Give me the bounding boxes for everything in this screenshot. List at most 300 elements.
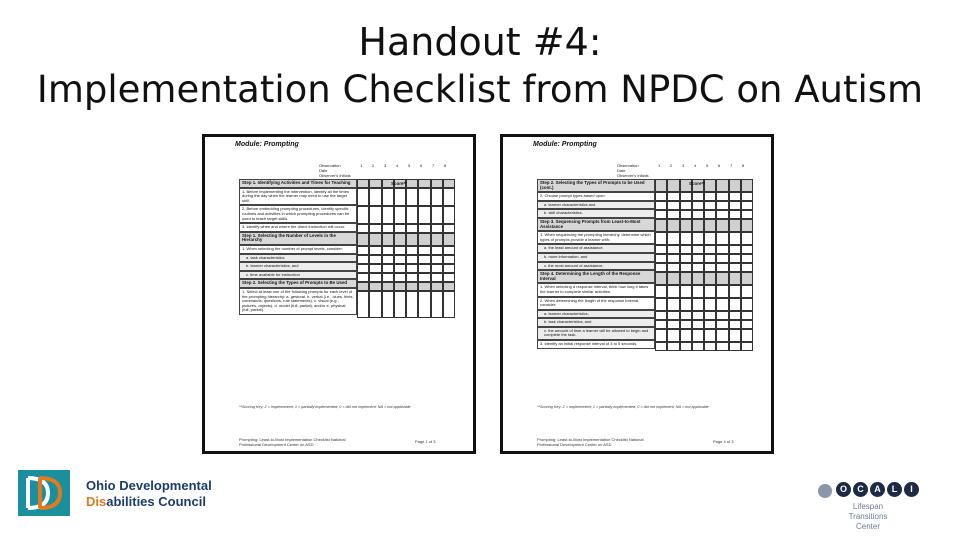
score-row [655,272,753,285]
score-cell[interactable] [667,342,679,351]
score-cell[interactable] [680,342,692,351]
score-cell[interactable] [667,298,679,311]
score-grid [357,179,455,318]
score-cell[interactable] [729,179,741,192]
column-number: 5 [408,163,411,168]
score-cell[interactable] [357,246,369,255]
score-row [655,311,753,320]
module-title: Module: Prompting [235,141,299,148]
score-cell[interactable] [443,273,455,282]
slide-title-line2: Implementation Checklist from NPDC on Autism [36,68,924,111]
score-cell[interactable] [406,273,418,282]
score-cell[interactable] [357,206,369,224]
score-row [357,206,455,224]
checklist-item: b. learner characteristics, and [239,262,357,271]
score-cell[interactable] [655,272,667,285]
score-cell[interactable] [406,188,418,206]
score-cell[interactable] [443,255,455,264]
checklist-item: a. the least amount of assistance, [537,244,655,253]
score-row [357,291,455,318]
score-cell[interactable] [369,206,381,224]
column-number: 3 [682,163,685,168]
score-cell[interactable] [729,263,741,272]
score-cell[interactable] [704,245,716,254]
score-cell[interactable] [680,245,692,254]
score-cell[interactable] [729,219,741,232]
score-cell[interactable] [431,246,443,255]
step-heading: Step 1. Selecting the Number of Levels in the Hierarchy [239,232,357,245]
score-cell[interactable] [357,179,369,188]
score-cell[interactable] [443,291,455,318]
column-number: 7 [730,163,733,168]
score-cell[interactable] [729,210,741,219]
score-cell[interactable] [716,342,728,351]
score-cell[interactable] [704,192,716,201]
score-row [655,329,753,342]
column-number: 6 [420,163,423,168]
score-cell[interactable] [716,311,728,320]
score-cell[interactable] [382,224,394,233]
score-cell[interactable] [382,273,394,282]
score-cell[interactable] [357,188,369,206]
score-cell[interactable] [729,232,741,245]
score-label: Score** [689,181,706,186]
score-cell[interactable] [394,255,406,264]
score-cell[interactable] [418,255,430,264]
score-cell[interactable] [443,224,455,233]
score-cell[interactable] [704,311,716,320]
score-cell[interactable] [704,254,716,263]
score-grid [655,179,753,351]
score-cell[interactable] [716,329,728,342]
score-cell[interactable] [431,179,443,188]
score-cell[interactable] [741,219,753,232]
score-cell[interactable] [382,188,394,206]
score-cell[interactable] [667,272,679,285]
score-cell[interactable] [667,245,679,254]
checklist-item: 1. When selecting the number of prompt levels, consider: [239,245,357,254]
score-cell[interactable] [406,246,418,255]
score-cell[interactable] [382,264,394,273]
checklist-table [537,179,655,349]
score-cell[interactable] [729,342,741,351]
score-cell[interactable] [692,342,704,351]
checklist-item: b. skill characteristics. [537,209,655,218]
score-cell[interactable] [667,329,679,342]
score-cell[interactable] [655,320,667,329]
score-cell[interactable] [741,285,753,298]
score-cell[interactable] [655,285,667,298]
score-cell[interactable] [692,232,704,245]
score-cell[interactable] [357,282,369,291]
score-cell[interactable] [680,192,692,201]
score-cell[interactable] [667,320,679,329]
score-row [655,254,753,263]
score-cell[interactable] [692,263,704,272]
score-cell[interactable] [704,329,716,342]
score-row [357,188,455,206]
score-cell[interactable] [680,201,692,210]
score-cell[interactable] [655,329,667,342]
score-cell[interactable] [704,320,716,329]
scoring-key-footnote: **Scoring Key: 2 = implemented; 1 = partially implemented; 0 = did not implement; NA = not applicable [537,405,709,409]
score-cell[interactable] [716,179,728,192]
score-cell[interactable] [704,219,716,232]
score-cell[interactable] [680,298,692,311]
score-row [357,233,455,246]
column-number: 5 [706,163,709,168]
score-cell[interactable] [382,233,394,246]
score-cell[interactable] [716,201,728,210]
score-cell[interactable] [741,192,753,201]
score-cell[interactable] [418,291,430,318]
score-cell[interactable] [716,245,728,254]
score-cell[interactable] [655,254,667,263]
header-label: Observer's Initials [617,173,649,178]
page-footer-source: Prompting: Least-to-Most Implementation Checklist National Professional Development Center on ASD [537,437,644,447]
checklist-item: 1. When selecting a response interval, think how long it takes the learner to complete similar activities. [537,283,655,296]
module-title: Module: Prompting [533,141,597,148]
score-cell[interactable] [692,285,704,298]
score-cell[interactable] [704,201,716,210]
score-cell[interactable] [680,254,692,263]
score-cell[interactable] [406,179,418,188]
score-cell[interactable] [431,188,443,206]
score-cell[interactable] [667,232,679,245]
score-row [357,255,455,264]
score-cell[interactable] [443,282,455,291]
score-cell[interactable] [680,232,692,245]
score-cell[interactable] [729,272,741,285]
page-footer-source: Prompting: Least-to-Most Implementation Checklist National Professional Development Center on ASD [239,437,346,447]
score-cell[interactable] [729,329,741,342]
column-number: 7 [432,163,435,168]
score-cell[interactable] [716,254,728,263]
score-cell[interactable] [369,264,381,273]
odd-line1: Ohio Developmental [86,478,212,493]
score-cell[interactable] [667,285,679,298]
score-cell[interactable] [369,179,381,188]
score-cell[interactable] [406,233,418,246]
score-row [357,224,455,233]
score-row [655,245,753,254]
score-cell[interactable] [729,192,741,201]
column-number: 4 [694,163,697,168]
ocali-letter: A [870,482,885,497]
step-heading: Step 2. Selecting the Types of Prompts to Be Used [239,279,357,288]
score-cell[interactable] [406,291,418,318]
score-cell[interactable] [394,291,406,318]
score-cell[interactable] [729,298,741,311]
score-cell[interactable] [680,329,692,342]
score-cell[interactable] [357,291,369,318]
score-cell[interactable] [741,254,753,263]
score-cell[interactable] [667,254,679,263]
score-cell[interactable] [418,282,430,291]
header-label: Date [319,168,328,173]
column-number: 2 [372,163,375,168]
score-row [655,285,753,298]
score-cell[interactable] [716,232,728,245]
score-cell[interactable] [716,210,728,219]
score-cell[interactable] [704,298,716,311]
score-cell[interactable] [729,311,741,320]
score-cell[interactable] [431,224,443,233]
score-cell[interactable] [692,272,704,285]
score-row [655,201,753,210]
score-cell[interactable] [382,206,394,224]
score-cell[interactable] [667,179,679,192]
odd-council-name [86,478,212,510]
score-cell[interactable] [680,219,692,232]
ocali-sub-line1: Lifespan Transitions [848,502,888,521]
score-label: Score** [391,181,408,186]
score-cell[interactable] [692,320,704,329]
score-cell[interactable] [655,219,667,232]
checklist-page-1 [202,134,476,454]
score-cell[interactable] [369,255,381,264]
ocali-sub-line2: Center [855,522,880,531]
odd-line2 [86,494,212,510]
header-label: Date [617,168,626,173]
score-cell[interactable] [431,255,443,264]
score-cell[interactable] [704,285,716,298]
score-cell[interactable] [382,291,394,318]
score-cell[interactable] [443,179,455,188]
score-cell[interactable] [655,311,667,320]
score-cell[interactable] [667,210,679,219]
ocali-letter: L [887,482,902,497]
score-cell[interactable] [729,254,741,263]
checklist-table [239,179,357,315]
score-cell[interactable] [431,264,443,273]
score-cell[interactable] [357,264,369,273]
ocali-logo [836,482,921,497]
score-cell[interactable] [382,282,394,291]
score-cell[interactable] [369,188,381,206]
score-cell[interactable] [716,272,728,285]
header-label: Observation [617,163,639,168]
step-heading: Step 3. Sequencing Prompts from Least-to-Most Assistance [537,218,655,231]
score-cell[interactable] [741,342,753,351]
score-cell[interactable] [704,232,716,245]
score-cell[interactable] [704,263,716,272]
score-cell[interactable] [741,210,753,219]
score-cell[interactable] [394,206,406,224]
score-cell[interactable] [692,201,704,210]
score-cell[interactable] [741,329,753,342]
score-cell[interactable] [667,311,679,320]
column-number: 1 [658,163,661,168]
checklist-item: 1. Before implementing the intervention, identify all the times during the day when the learner may need to use the target skill. [239,188,357,206]
checklist-item: b. task characteristics, and [537,318,655,327]
score-cell[interactable] [741,245,753,254]
score-cell[interactable] [418,264,430,273]
score-cell[interactable] [431,273,443,282]
score-cell[interactable] [655,342,667,351]
score-cell[interactable] [382,255,394,264]
score-cell[interactable] [357,273,369,282]
score-cell[interactable] [716,192,728,201]
score-cell[interactable] [704,179,716,192]
score-cell[interactable] [443,188,455,206]
odd-dis: Dis [86,494,107,509]
score-cell[interactable] [716,219,728,232]
score-cell[interactable] [716,320,728,329]
score-cell[interactable] [680,263,692,272]
score-cell[interactable] [655,263,667,272]
score-row [655,192,753,201]
score-cell[interactable] [692,219,704,232]
score-cell[interactable] [418,273,430,282]
score-cell[interactable] [418,179,430,188]
score-cell[interactable] [418,188,430,206]
score-cell[interactable] [729,201,741,210]
score-cell[interactable] [741,298,753,311]
column-number: 4 [396,163,399,168]
header-label: Observer's Initials [319,173,351,178]
score-cell[interactable] [394,246,406,255]
checklist-item: 3. Identify an initial response interval of 3 to 5 seconds. [537,340,655,349]
score-row [655,219,753,232]
odd-council-logo-icon [18,470,70,516]
score-cell[interactable] [418,206,430,224]
score-cell[interactable] [741,179,753,192]
score-cell[interactable] [704,210,716,219]
scoring-key-footnote: **Scoring Key: 2 = implemented; 1 = partially implemented; 0 = did not implement; NA = not applicable [239,405,411,409]
score-cell[interactable] [667,219,679,232]
score-cell[interactable] [394,282,406,291]
score-row [655,342,753,351]
score-cell[interactable] [729,245,741,254]
score-cell[interactable] [729,285,741,298]
ocali-subtitle [838,502,898,532]
step-heading: Step 4. Determining the Length of the Response Interval [537,270,655,283]
score-cell[interactable] [369,282,381,291]
score-cell[interactable] [431,233,443,246]
score-cell[interactable] [394,224,406,233]
score-cell[interactable] [443,206,455,224]
score-cell[interactable] [680,210,692,219]
checklist-page-2 [500,134,774,454]
score-cell[interactable] [394,188,406,206]
score-cell[interactable] [394,264,406,273]
score-cell[interactable] [369,246,381,255]
column-number: 8 [444,163,447,168]
column-number: 1 [360,163,363,168]
score-cell[interactable] [382,246,394,255]
score-row [655,210,753,219]
score-cell[interactable] [443,246,455,255]
score-cell[interactable] [655,201,667,210]
score-cell[interactable] [369,224,381,233]
checklist-item: b. more information, and [537,253,655,262]
score-cell[interactable] [680,285,692,298]
checklist-item: 2. Before embedding prompting procedures, identify specific routines and activities in which prompting procedures can be used to teach target skills. [239,205,357,223]
score-cell[interactable] [741,272,753,285]
score-cell[interactable] [431,282,443,291]
score-cell[interactable] [406,282,418,291]
checklist-item: c. the amount of time a learner will be allowed to begin and complete the task. [537,327,655,340]
ocali-letter: C [853,482,868,497]
score-cell[interactable] [692,210,704,219]
score-cell[interactable] [655,298,667,311]
odd-abilities: abilities [106,494,155,509]
score-cell[interactable] [406,224,418,233]
score-cell[interactable] [655,232,667,245]
score-row [655,232,753,245]
ocali-person-icon [818,484,832,498]
score-cell[interactable] [741,201,753,210]
score-cell[interactable] [692,329,704,342]
step-heading: Step 2. Selecting the Types of Prompts to be Used (cont.) [537,179,655,192]
checklist-item: c. time available for instruction [239,271,357,280]
score-cell[interactable] [680,311,692,320]
score-cell[interactable] [357,255,369,264]
score-cell[interactable] [394,273,406,282]
column-number: 3 [384,163,387,168]
score-cell[interactable] [406,264,418,273]
score-cell[interactable] [680,272,692,285]
score-row [655,263,753,272]
score-cell[interactable] [667,201,679,210]
score-cell[interactable] [418,233,430,246]
score-cell[interactable] [680,320,692,329]
score-row [357,282,455,291]
score-cell[interactable] [443,233,455,246]
score-cell[interactable] [406,255,418,264]
score-cell[interactable] [741,320,753,329]
score-cell[interactable] [406,206,418,224]
score-cell[interactable] [692,298,704,311]
score-cell[interactable] [357,224,369,233]
score-cell[interactable] [741,232,753,245]
score-cell[interactable] [716,263,728,272]
score-cell[interactable] [394,233,406,246]
score-cell[interactable] [418,224,430,233]
score-cell[interactable] [716,285,728,298]
score-cell[interactable] [692,311,704,320]
score-cell[interactable] [357,233,369,246]
score-cell[interactable] [692,245,704,254]
score-cell[interactable] [741,263,753,272]
score-cell[interactable] [692,254,704,263]
page-number: Page 1 of 3 [415,439,436,444]
score-cell[interactable] [418,246,430,255]
score-cell[interactable] [667,192,679,201]
score-cell[interactable] [655,210,667,219]
score-cell[interactable] [704,342,716,351]
score-cell[interactable] [655,245,667,254]
score-cell[interactable] [431,206,443,224]
score-cell[interactable] [443,264,455,273]
score-cell[interactable] [655,192,667,201]
score-cell[interactable] [655,179,667,192]
score-cell[interactable] [369,233,381,246]
score-cell[interactable] [369,291,381,318]
score-cell[interactable] [741,311,753,320]
score-cell[interactable] [667,263,679,272]
score-cell[interactable] [431,291,443,318]
score-cell[interactable] [716,298,728,311]
checklist-item: 1. When sequencing the prompting hierarchy, determine which types of prompts provide a learner with: [537,231,655,244]
score-row [357,246,455,255]
header-label: Observation [319,163,341,168]
score-cell[interactable] [692,192,704,201]
score-cell[interactable] [704,272,716,285]
score-cell[interactable] [369,273,381,282]
score-cell[interactable] [729,320,741,329]
